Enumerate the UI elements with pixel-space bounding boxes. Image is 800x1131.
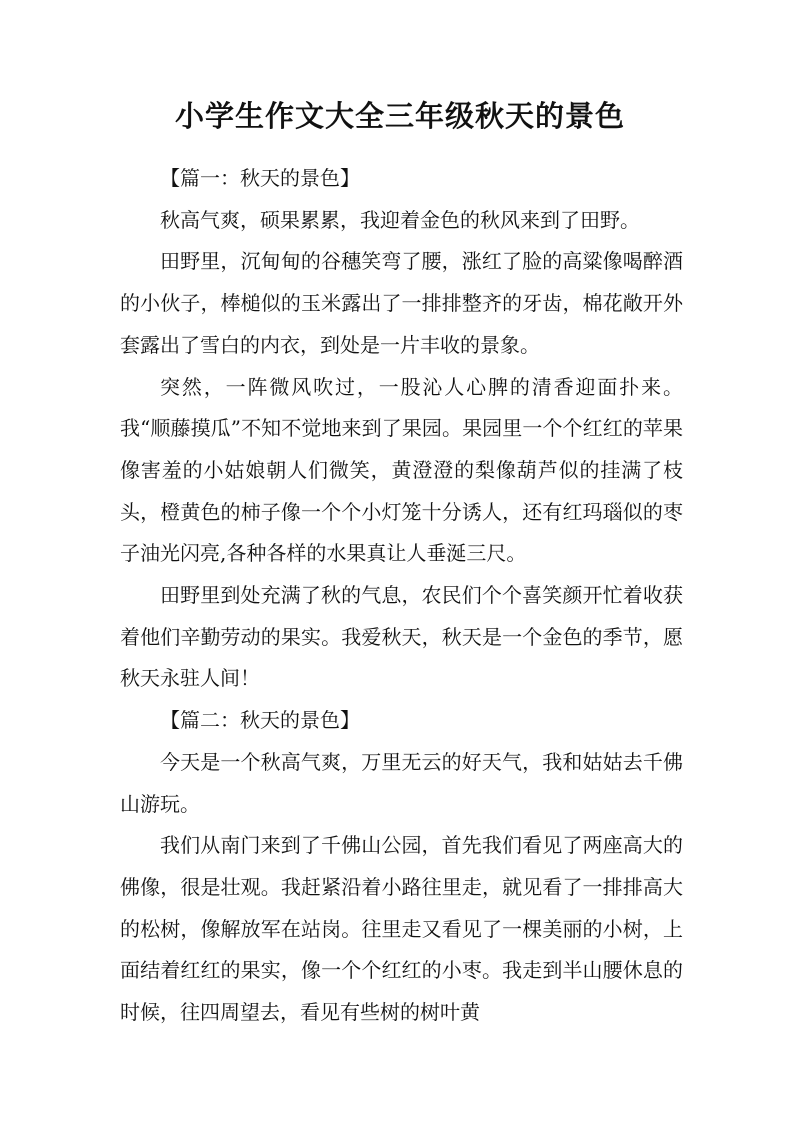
paragraph: 秋高气爽，硕果累累，我迎着金色的秋风来到了田野。 xyxy=(160,207,640,232)
section-heading-2: 【篇二：秋天的景色】 xyxy=(160,708,360,733)
section-heading-1: 【篇一：秋天的景色】 xyxy=(160,166,360,190)
paragraph: 田野里到处充满了秋的气息，农民们个个喜笑颜开忙着收获着他们辛勤劳动的果实。我爱秋天，秋天是一个金色的季节，愿秋天永驻人间！ xyxy=(120,583,683,691)
paragraph: 我们从南门来到了千佛山公园，首先我们看见了两座高大的佛像，很是壮观。我赶紧沿着小路往里走，就见看了一排排高大的松树，像解放军在站岗。往里走又看见了一棵美丽的小树，上面结着红红的果实，像一个个红红的小枣。我走到半山腰休息的时候，往四周望去，看见有些树的树叶黄 xyxy=(120,833,683,1025)
paragraph: 田野里，沉甸甸的谷穗笑弯了腰，涨红了脸的高粱像喝醉酒的小伙子，棒槌似的玉米露出了一排排整齐的牙齿，棉花敞开外套露出了雪白的内衣，到处是一片丰收的景象。 xyxy=(120,249,683,357)
paragraph: 突然，一阵微风吹过，一股沁人心脾的清香迎面扑来。我“顺藤摸瓜”不知不觉地来到了果园。果园里一个个红红的苹果像害羞的小姑娘朝人们微笑，黄澄澄的梨像葫芦似的挂满了枝头，橙黄色的柿子像一个个小灯笼十分诱人，还有红玛瑙似的枣子油光闪亮,各种各样的水果真让人垂涎三尺。 xyxy=(120,374,683,566)
document-body xyxy=(120,158,683,1034)
document-title: 小学生作文大全三年级秋天的景色 xyxy=(174,99,625,133)
paragraph: 今天是一个秋高气爽，万里无云的好天气，我和姑姑去千佛山游玩。 xyxy=(120,749,683,816)
